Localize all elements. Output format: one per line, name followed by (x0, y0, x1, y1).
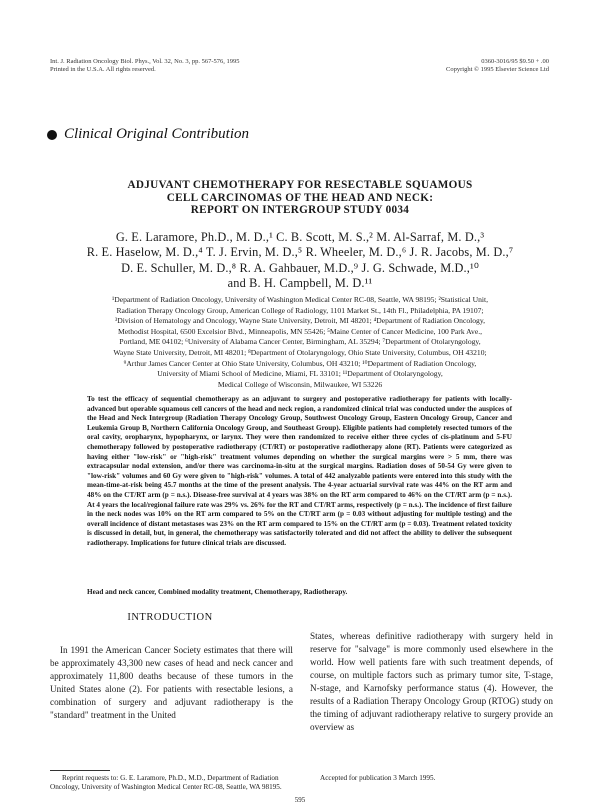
footnote-rule (50, 770, 110, 771)
authors-line-3: D. E. Schuller, M. D.,⁸ R. A. Gahbauer, M.D.,⁹ J. G. Schwade, M.D.,¹⁰ (121, 260, 479, 275)
affiliation-line-5: Portland, ME 04102; ⁶University of Alabama Cancer Center, Birmingham, AL 35294; ⁷Department of Otolaryngology, (119, 337, 481, 347)
keywords: Head and neck cancer, Combined modality treatment, Chemotherapy, Radiotherapy. (87, 588, 348, 596)
affiliation-line-2: Radiation Therapy Oncology Group, American College of Radiology, 1101 Market St., 14th Fl., Philadelphia, PA 19107; (116, 305, 484, 315)
page-number: 595 (294, 796, 306, 804)
affiliation-line-9: Medical College of Wisconsin, Milwaukee, WI 53226 (217, 379, 383, 389)
authors-line-4: and B. H. Campbell, M. D.¹¹ (227, 275, 373, 290)
copyright-line: Copyright © 1995 Elsevier Science Ltd (446, 66, 549, 73)
intro-right-column: States, whereas definitive radiotherapy with surgery held in reserve for "salvage" is more commonly used elsewhere in the world. How well patients fare with such treatment depends, of course, on multiple factors such as primary tumor site, T-stage, N-stage, and Karnofsky performance status (4). However, the results of a Radiation Therapy Oncology Group (RTOG) study on the timing of adjuvant radiotherapy relative to surgery provide an overview as (310, 631, 553, 732)
reprint-footnote: Reprint requests to: G. E. Laramore, Ph.D., M.D., Department of Radiation Oncology, University of Washington Medical Center RC-08, Seattle, WA 98195. (50, 774, 282, 791)
section-label-text: Clinical Original Contribution (64, 126, 250, 142)
intro-left-column: In 1991 the American Cancer Society estimates that there will be approximately 43,300 new cases of head and neck cancer and approximately 11,800 deaths because of these tumors in the United States alone (2). For patients with resectable lesions, a combination of surgery and adjuvant radiotherapy is the "standard" treatment in the United (50, 645, 293, 720)
author-list (50, 230, 550, 291)
affiliation-line-6: Wayne State University, Detroit, MI 48201; ⁸Department of Otolaryngology, Ohio State University, Columbus, OH 43210; (113, 347, 487, 357)
journal-citation (50, 58, 240, 74)
affiliation-line-8: University of Miami School of Medicine, Miami, FL 33101; ¹¹Department of Otolaryngology, (157, 369, 443, 379)
journal-line-2: Printed in the U.S.A. All rights reserved. (50, 66, 156, 73)
affiliations (55, 295, 545, 390)
section-label (47, 126, 249, 143)
title-line-1: ADJUVANT CHEMOTHERAPY FOR RESECTABLE SQUAMOUS (127, 179, 473, 191)
journal-line-1: Int. J. Radiation Oncology Biol. Phys., Vol. 32, No. 3, pp. 567-576, 1995 (50, 58, 240, 65)
title-line-3: REPORT ON INTERGROUP STUDY 0034 (190, 204, 410, 216)
copyright-block (446, 58, 549, 74)
authors-line-1: G. E. Laramore, Ph.D., M. D.,¹ C. B. Scott, M. S.,² M. Al-Sarraf, M. D.,³ (115, 230, 485, 244)
affiliation-line-1: ¹Department of Radiation Oncology, University of Washington Medical Center RC-08, Seattle, WA 98195; ²Statistical Unit, (111, 295, 489, 304)
title-line-2: CELL CARCINOMAS OF THE HEAD AND NECK: (166, 191, 434, 204)
affiliation-line-3: ³Division of Hematology and Oncology, Wayne State University, Detroit, MI 48201; ⁴Department of Radiation Oncology, (114, 316, 486, 326)
issn-line: 0360-3016/95 $9.50 + .00 (481, 58, 549, 65)
abstract: To test the efficacy of sequential chemotherapy as an adjuvant to surgery and postoperative radiotherapy for patients with locally-advanced but operable squamous cell cancers of the head and neck region, a randomized clinical trial was conducted under the auspices of the Head and Neck Intergroup (Radiation Therapy Oncology Group, Southwest Oncology Group, Eastern Oncology Group, Cancer and Leukemia Group B, Northern California Oncology Group, and Southeast Group). Eligible patients had completely resected tumors of the oral cavity, oropharynx, hypopharynx, or larynx. They were then randomized to receive either three cycles of cis-platinum and 5-FU chemotherapy followed by postoperative radiotherapy (CT/RT) or postoperative radiotherapy alone (RT). Patients were categorized as having either "low-risk" or "high-risk" treatment volumes depending on whether the surgical margins were > 5 mm, there was extracapsular nodal extension, and/or there was carcinoma-in-situ at the surgical margins. Radiation doses of 50-54 Gy were given to "low-risk" volumes and 60 Gy were given to "high-risk" volumes. A total of 442 analyzable patients were entered into this study with the mean-time-at-risk being 45.7 months at the time of the present analysis. The 4-year actuarial survival rate was 44% on the RT arm and 48% on the CT/RT arm (p = n.s.). Disease-free survival at 4 years was 38% on the RT arm compared to 46% on the CT/RT arm (p = n.s.). At 4 years the local/regional failure rate was 29% vs. 26% for the RT and CT/RT arms, respectively (p = n.s.). The incidence of first failure in the neck nodes was 10% on the RT arm compared to 5% on the CT/RT arm (p = 0.03 without adjusting for multiple testing) and the overall incidence of distant metastases was 23% on the RT arm compared to 15% on the CT/RT arm (p = 0.03). Treatment related toxicity is discussed in detail, but, in general, the chemotherapy was satisfactorily tolerated and did not affect the ability to deliver the subsequent radiotherapy. Implications for future clinical trials are discussed. (87, 395, 512, 547)
bullet-icon (47, 130, 57, 140)
accepted-footnote: Accepted for publication 3 March 1995. (320, 774, 436, 782)
affiliation-line-4: Methodist Hospital, 6500 Excelsior Blvd., Minneapolis, MN 55426; ⁵Maine Center of Cancer Medicine, 100 Park Ave., (118, 326, 482, 336)
introduction-heading: INTRODUCTION (127, 612, 213, 623)
affiliation-line-7: ⁹Arthur James Cancer Center at Ohio State University, Columbus, OH 43210; ¹⁰Department of Radiation Oncology, (123, 358, 477, 368)
authors-line-2: R. E. Haselow, M. D.,⁴ T. J. Ervin, M. D.,⁵ R. Wheeler, M. D.,⁶ J. R. Jacobs, M. D.,⁷ (86, 245, 514, 260)
paper-title (60, 179, 540, 217)
